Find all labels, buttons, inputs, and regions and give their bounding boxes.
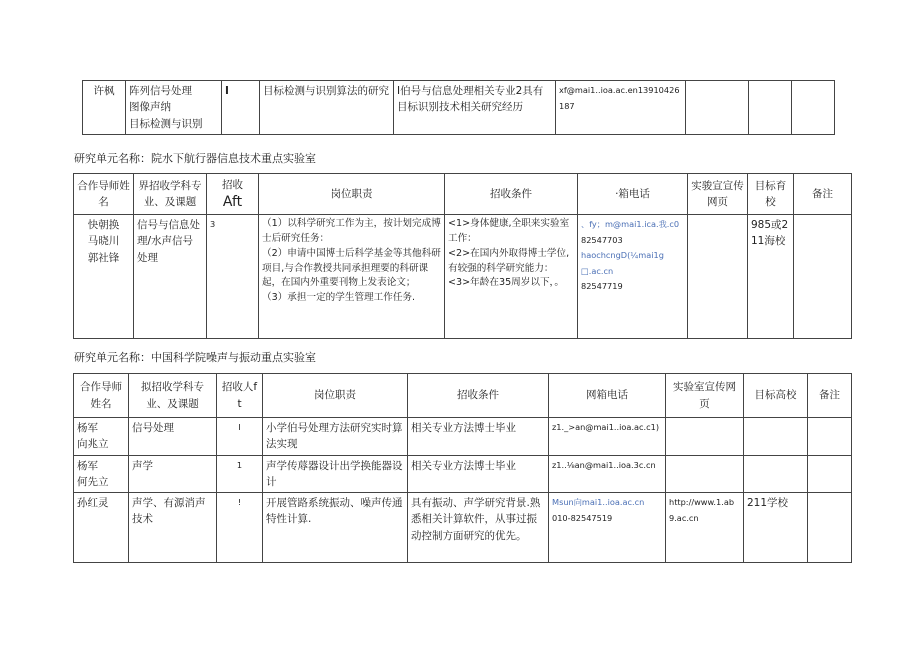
lab-cell: [688, 215, 748, 339]
header-duty: 岗位职责: [263, 374, 408, 418]
note-cell: [808, 418, 852, 456]
subject-cell: 信号处理: [129, 418, 217, 456]
email-link[interactable]: 、fy；m@mai1.ica.我.c0: [581, 219, 680, 229]
subject-cell: 声学: [129, 455, 217, 493]
header-note: 备注: [794, 174, 852, 215]
lab-link[interactable]: http://www.1.ab9.ac.cn: [666, 493, 744, 563]
header-duty: 岗位职责: [259, 174, 445, 215]
mentor-cell: 许枫: [83, 81, 126, 135]
school-cell: 985或211海校: [748, 215, 794, 339]
duty-cell: 目标检测与识别算法的研究: [260, 81, 394, 135]
note-cell: [808, 455, 852, 493]
count-cell: I: [222, 81, 260, 135]
mentor-cell: 孙红灵: [74, 493, 129, 563]
header-requirement: 招收条件: [445, 174, 578, 215]
header-lab: 实骏宣宣传网页: [688, 174, 748, 215]
unit-title: 研究单元名称：院水下航行器信息技术重点实验室: [74, 152, 316, 165]
contact-cell: z1._>an@mai1..ioa.ac.c1): [549, 418, 666, 456]
table-continued: [82, 80, 835, 135]
requirement-cell: Ⅰ伯号与信息处理相关专业2具有目标识别技术相关研究经历: [394, 81, 556, 135]
requirement-cell: 相关专业方法博士毕业: [408, 455, 549, 493]
contact-cell: 、fy；m@mai1.ica.我.c0 82547703 haochcngD(¼mai1g □.ac.cn 82547719: [578, 215, 688, 339]
lab-cell: [686, 81, 749, 135]
count-cell: !: [217, 493, 263, 563]
mentor-cell: 杨军 何先立: [74, 455, 129, 493]
header-lab: 实验室宣传网页: [666, 374, 744, 418]
duty-cell: 小学伯号处理方法研究实时算法实现: [263, 418, 408, 456]
contact-cell: z1..⅛an@mai1..ioa.3c.cn: [549, 455, 666, 493]
table-row: [74, 455, 852, 493]
header-school: 目标高校: [744, 374, 808, 418]
header-count: 招收 Aft: [207, 174, 259, 215]
unit2-table: [73, 173, 852, 339]
unit-title: 研究单元名称：中国科学院噪声与振动重点实验室: [74, 351, 316, 364]
table-header-row: [74, 174, 852, 215]
header-count: 招收人ft: [217, 374, 263, 418]
school-cell: [749, 81, 792, 135]
table-row: [74, 493, 852, 563]
note-cell: [808, 493, 852, 563]
requirement-cell: <1>身体健康,全职来实验室工作： <2>在国内外取得博士学位,有较强的科学研究能力： <3>年龄在35周岁以下，。: [445, 215, 578, 339]
unit3-table: [73, 373, 852, 563]
header-contact: 网箱电话: [549, 374, 666, 418]
note-cell: [794, 215, 852, 339]
table-row: [74, 215, 852, 339]
duty-cell: 开展管路系统振动、噪声传通特性计算.: [263, 493, 408, 563]
school-cell: [744, 455, 808, 493]
contact-cell: Msun向mai1..ioa.ac.cn 010-82547519: [549, 493, 666, 563]
header-requirement: 招收条件: [408, 374, 549, 418]
table-header-row: [74, 374, 852, 418]
header-mentor: 合作导师姓名: [74, 374, 129, 418]
email-link[interactable]: Msun向mai1..ioa.ac.cn: [552, 497, 645, 508]
header-subject: 界招收学科专业、及课题: [134, 174, 207, 215]
subject-cell: 信号与信息处理/水声信号处理: [134, 215, 207, 339]
subject-cell: 声学、有源消声技术: [129, 493, 217, 563]
mentor-cell: 快朝换 马晓川 郭社锋: [74, 215, 134, 339]
header-mentor: 合作导师姓名: [74, 174, 134, 215]
subject-cell: 阵列信号处理 图像声纳 目标检测与识别: [126, 81, 222, 135]
email-link[interactable]: haochcngD(¼mai1g: [581, 250, 664, 261]
header-school: 目标育校: [748, 174, 794, 215]
lab-cell: [666, 455, 744, 493]
count-cell: I: [217, 418, 263, 456]
requirement-cell: 具有振动、声学研究背景.熟悉相关计算软件，从事过振动控制方面研究的优先。: [408, 493, 549, 563]
requirement-cell: 相关专业方法博士毕业: [408, 418, 549, 456]
table-row: [83, 81, 835, 135]
table-row: [74, 418, 852, 456]
note-cell: [792, 81, 835, 135]
mentor-cell: 杨军 向兆立: [74, 418, 129, 456]
school-cell: 211学校: [744, 493, 808, 563]
header-subject: 拟招收学科专业、及课题: [129, 374, 217, 418]
lab-cell: [666, 418, 744, 456]
school-cell: [744, 418, 808, 456]
header-contact: ·箱电话: [578, 174, 688, 215]
count-cell: 3: [207, 215, 259, 339]
count-cell: 1: [217, 455, 263, 493]
duty-cell: 声学传蓐器设计出学换能器设计: [263, 455, 408, 493]
contact-cell: xf@mai1..ioa.ac.en13910426187: [556, 81, 686, 135]
duty-cell: （1）以科学研究工作为主，按计划完成博士后研究任务： （2）申请中国博士后科学基金等其他科研项目,与合作教授共同承担理要的科研课起，在国内外重要刊物上发表论文； （3）承担一定的学生管理工作任务.: [259, 215, 445, 339]
header-note: 备注: [808, 374, 852, 418]
